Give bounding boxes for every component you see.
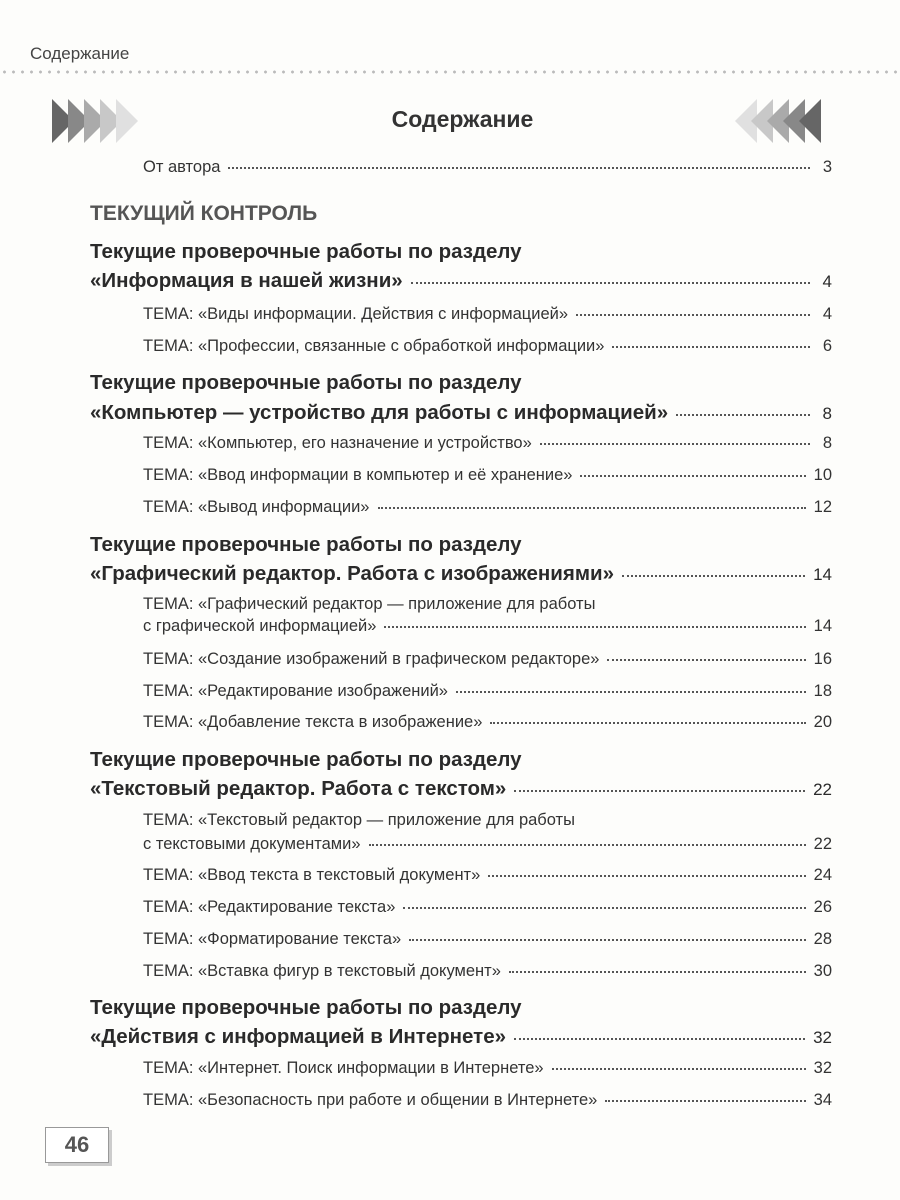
toc-entry-topic[interactable] [143,498,832,517]
dot-leader [409,939,806,941]
toc-entry-topic[interactable] [143,713,832,732]
entry-page: 30 [813,962,832,980]
entry-page: 34 [813,1091,832,1109]
dot-leader [540,443,810,445]
section-heading[interactable] [90,562,832,586]
dot-leader [490,722,805,724]
entry-page: 14 [813,565,832,584]
section-label: Текущие проверочные работы по разделу [90,371,522,394]
entry-label: с графической информацией» [143,617,377,635]
section-label: Текущие проверочные работы по разделу [90,240,522,263]
dot-leader [580,475,805,477]
section-heading-line1[interactable] [90,748,522,772]
entry-page: 8 [822,404,832,423]
toc-entry-topic[interactable] [143,337,832,356]
dot-leader [411,282,810,284]
entry-page: 4 [822,272,832,291]
section-heading-line1[interactable] [90,371,522,395]
entry-label: ТЕМА: «Вывод информации» [143,498,370,516]
section-heading-line1[interactable] [90,533,522,557]
toc-entry-topic[interactable] [143,835,832,854]
page-number: 46 [45,1127,109,1163]
entry-page: 26 [813,898,832,916]
entry-page: 3 [822,158,832,176]
running-header: Содержание [30,44,130,63]
page-title: Содержание [391,106,534,132]
dot-leader [676,414,810,416]
toc-entry-topic[interactable] [143,962,832,981]
entry-page: 6 [822,337,832,355]
section-title: «Компьютер — устройство для работы с информацией» [90,401,669,424]
entry-page: 32 [813,1059,832,1077]
entry-label: ТЕМА: «Добавление текста в изображение» [143,713,483,731]
section-heading[interactable] [90,401,832,425]
dot-leader [403,907,805,909]
toc-entry-topic[interactable] [143,466,832,485]
entry-label: ТЕМА: «Интернет. Поиск информации в Интернете» [143,1059,544,1077]
entry-page: 22 [813,780,832,799]
toc-entry-topic[interactable] [143,930,832,949]
dot-leader [378,507,806,509]
section-title: «Информация в нашей жизни» [90,269,403,292]
dot-leader [456,691,806,693]
entry-page: 14 [813,617,832,635]
dot-leader [612,346,810,348]
section-label: Текущие проверочные работы по разделу [90,748,522,771]
dot-leader [622,575,805,577]
entry-page: 16 [813,650,832,668]
toc-entry-topic[interactable] [143,305,832,324]
dot-leader [514,790,805,792]
toc-entry-topic[interactable] [143,617,832,636]
dotted-divider [0,70,900,74]
dot-leader [605,1100,805,1102]
dot-leader [369,844,806,846]
entry-label: ТЕМА: «Компьютер, его назначение и устройство» [143,434,532,452]
toc-entry-topic[interactable] [143,866,832,885]
entry-page: 28 [813,930,832,948]
entry-label: ТЕМА: «Ввод информации в компьютер и её хранение» [143,466,573,484]
toc-entry-topic[interactable] [143,434,832,453]
entry-page: 12 [813,498,832,516]
entry-label: ТЕМА: «Вставка фигур в текстовый документ» [143,962,501,980]
entry-label: ТЕМА: «Редактирование изображений» [143,682,448,700]
section-heading[interactable] [90,269,832,293]
entry-label: ТЕМА: «Профессии, связанные с обработкой информации» [143,337,605,355]
dot-leader [607,659,805,661]
section-heading[interactable] [90,1025,832,1049]
toc-entry-topic[interactable] [143,1059,832,1078]
section-heading[interactable] [90,777,832,801]
toc-entry-topic[interactable] [143,898,832,917]
dot-leader [384,626,805,628]
entry-page: 4 [822,305,832,323]
section-heading-line1[interactable] [90,996,522,1020]
entry-label: ТЕМА: «Форматирование текста» [143,930,402,948]
toc-entry-topic[interactable] [143,811,575,830]
entry-label: ТЕМА: «Безопасность при работе и общении в Интернете» [143,1091,598,1109]
entry-page: 32 [813,1028,832,1047]
entry-label: с текстовыми документами» [143,835,361,853]
entry-label: ТЕМА: «Редактирование текста» [143,898,396,916]
section-label: Текущие проверочные работы по разделу [90,996,522,1019]
entry-label: ТЕМА: «Ввод текста в текстовый документ» [143,866,481,884]
entry-page: 24 [813,866,832,884]
dot-leader [552,1068,806,1070]
section-title: «Действия с информацией в Интернете» [90,1025,507,1048]
entry-label: ТЕМА: «Создание изображений в графическом редакторе» [143,650,600,668]
section-title: «Текстовый редактор. Работа с текстом» [90,777,507,800]
entry-page: 20 [813,713,832,731]
toc-entry-author[interactable] [143,158,832,177]
toc-entry-topic[interactable] [143,1091,832,1110]
dot-leader [228,167,810,169]
part-heading: ТЕКУЩИЙ КОНТРОЛЬ [90,202,318,225]
entry-page: 22 [813,835,832,853]
toc-entry-topic[interactable] [143,650,832,669]
entry-label: ТЕМА: «Текстовый редактор — приложение для работы [143,811,575,829]
entry-page: 8 [822,434,832,452]
dot-leader [509,971,806,973]
dot-leader [514,1038,805,1040]
entry-page: 18 [813,682,832,700]
entry-page: 10 [813,466,832,484]
toc-entry-topic[interactable] [143,595,595,614]
dot-leader [488,875,805,877]
dot-leader [576,314,810,316]
entry-label: ТЕМА: «Графический редактор — приложение для работы [143,595,596,613]
section-title: «Графический редактор. Работа с изображениями» [90,562,614,585]
section-heading-line1[interactable] [90,240,522,264]
section-label: Текущие проверочные работы по разделу [90,533,522,556]
entry-label: ТЕМА: «Виды информации. Действия с информацией» [143,305,569,323]
entry-label: От автора [143,158,221,176]
toc-entry-topic[interactable] [143,682,832,701]
